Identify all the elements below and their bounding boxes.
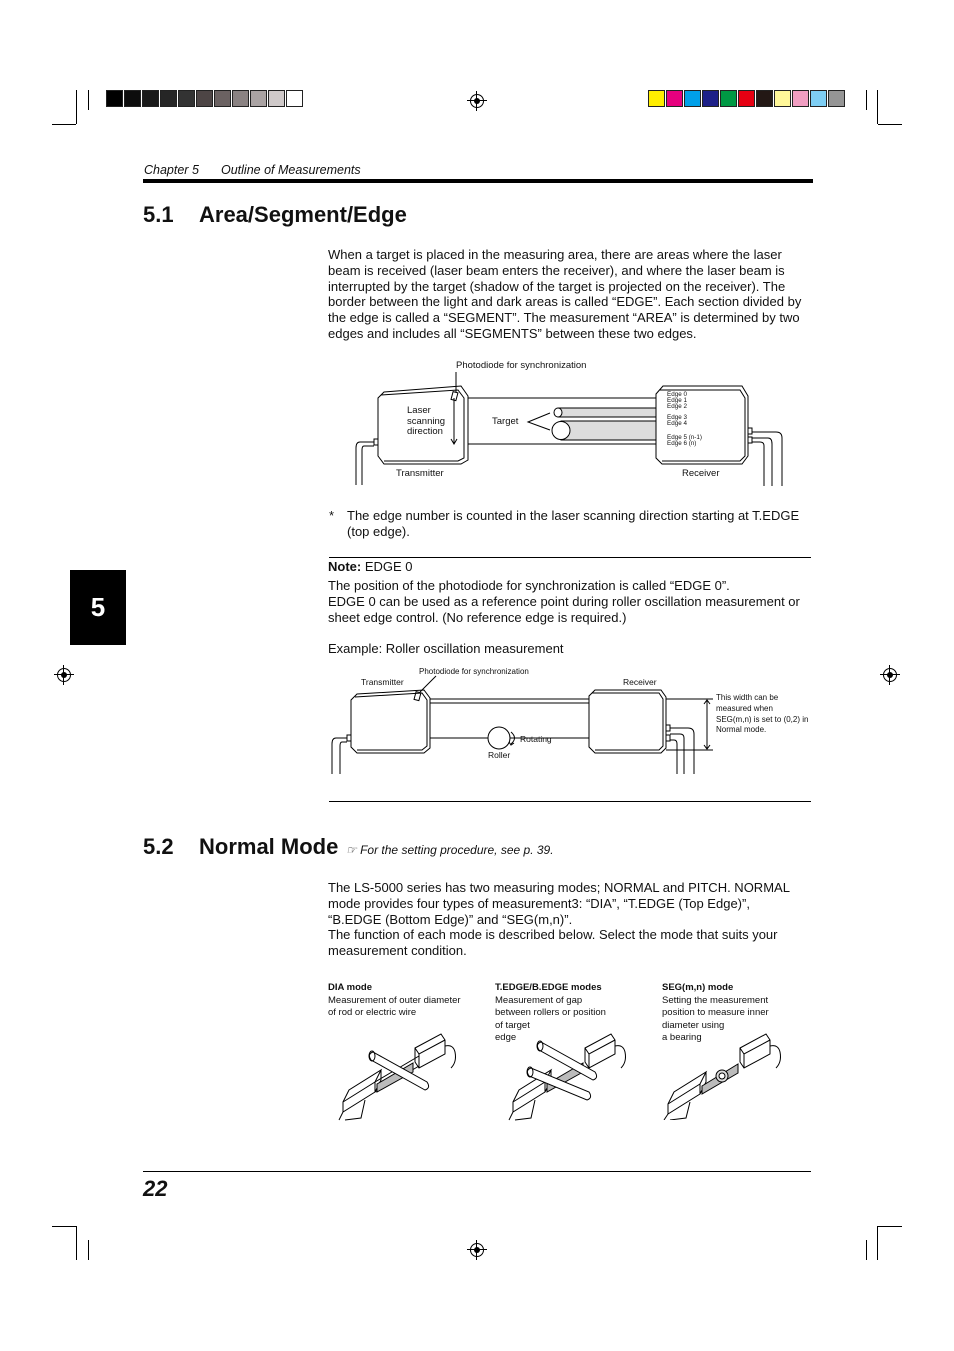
section-title: Normal Mode [199, 834, 339, 859]
section-number: 5.2 [143, 834, 174, 859]
mode-title: T.EDGE/B.EDGE modes [495, 982, 602, 993]
edge-label: Edge 5 (n-1) [667, 434, 703, 441]
edge-diagram [340, 360, 800, 495]
note-heading [328, 559, 413, 574]
transmitter-label: Transmitter [361, 677, 404, 687]
color-swatch [684, 90, 701, 107]
gray-swatch [142, 90, 159, 107]
page-number: 22 [143, 1176, 168, 1201]
footnote-mark: * [329, 508, 335, 523]
laser-label: Laser scanning direction [407, 405, 446, 437]
gray-swatch [250, 90, 267, 107]
color-swatch [810, 90, 827, 107]
header-rule [143, 179, 813, 183]
footer-rule [143, 1171, 811, 1172]
receiver-label: Receiver [623, 677, 657, 687]
edge-label: Edge 3 [667, 414, 687, 421]
gray-swatch [286, 90, 303, 107]
footnote-text: The edge number is counted in the laser scanning direction starting at T.EDGE (top edge). [347, 508, 800, 539]
section2-body: The LS-5000 series has two measuring modes; NORMAL and PITCH. NORMAL mode provides four types of measurement3: “DIA”, “T.EDGE (Top Edge)”, “B.EDGE (Bottom Edge)” and “SEG(m,n)”. The function of each mode is described below. Select the mode that suits your measurement condition. [328, 880, 790, 959]
page-reference-text: For the setting procedure, see p. 39. [360, 843, 554, 857]
page-reference [346, 843, 554, 857]
registration-mark-icon [883, 668, 897, 682]
note-bottom-rule [329, 801, 811, 802]
section-title: Area/Segment/Edge [199, 202, 407, 227]
note-title: EDGE 0 [361, 559, 413, 574]
mode-column-dia [328, 982, 488, 1020]
mode-description: Measurement of outer diameter of rod or electric wire [328, 994, 461, 1018]
gray-swatch [268, 90, 285, 107]
color-swatch [756, 90, 773, 107]
section1-body: When a target is placed in the measuring area, there are areas where the laser beam is received (laser beam enters the receiver), and where the laser beam is interrupted by the target (shadow of the target is projected on the receiver). The border between the light and dark areas is called “EDGE”. Each section divided by the edge is called a “SEGMENT”. The measurement “AREA” is determined by two edges and includes all “SEGMENTS” between these two edges. [328, 247, 802, 341]
gray-swatch [178, 90, 195, 107]
photodiode-label: Photodiode for synchronization [456, 360, 587, 371]
edge-mode-illustration [505, 1030, 635, 1122]
chapter-title: Outline of Measurements [221, 163, 361, 177]
note-top-rule [329, 557, 811, 558]
photodiode-label: Photodiode for synchronization [419, 667, 529, 676]
registration-mark-icon [57, 668, 71, 682]
arrow-ref-icon: ☞ [346, 843, 361, 857]
rotating-label: Rotating [520, 734, 552, 744]
roller-diagram [328, 664, 824, 779]
registration-mark-icon [470, 1243, 484, 1257]
gray-swatch [106, 90, 123, 107]
seg-mode-illustration [660, 1028, 790, 1120]
color-swatch [648, 90, 665, 107]
chapter-tab: 5 [70, 570, 126, 645]
section-number: 5.1 [143, 202, 174, 227]
example-caption: Example: Roller oscillation measurement [328, 641, 564, 656]
mode-description: Measurement of gap between rollers or position of target edge [495, 994, 606, 1043]
roller-label: Roller [488, 750, 511, 760]
gray-swatch [232, 90, 249, 107]
gray-swatch [160, 90, 177, 107]
edge-label: Edge 0 [667, 391, 687, 398]
transmitter-label: Transmitter [396, 468, 444, 479]
mode-title: SEG(m,n) mode [662, 982, 734, 993]
gray-swatch [214, 90, 231, 107]
color-swatch [702, 90, 719, 107]
dia-mode-illustration [335, 1030, 465, 1122]
color-swatch [774, 90, 791, 107]
color-swatch [792, 90, 809, 107]
note-body: The position of the photodiode for synchronization is called “EDGE 0”. EDGE 0 can be used as a reference point during roller oscillation measurement or sheet edge control. (No reference edge is required.) [328, 578, 800, 625]
edge-label: Edge 4 [667, 420, 687, 427]
receiver-label: Receiver [682, 468, 720, 479]
edge-label: Edge 6 (n) [667, 440, 697, 447]
edge-label: Edge 2 [667, 403, 687, 410]
color-swatch [666, 90, 683, 107]
color-swatch [738, 90, 755, 107]
color-swatch [720, 90, 737, 107]
edge-label: Edge 1 [667, 397, 687, 404]
color-swatch [828, 90, 845, 107]
chapter-label: Chapter 5 [144, 163, 199, 177]
gray-swatch [124, 90, 141, 107]
registration-mark-icon [470, 94, 484, 108]
mode-description: Setting the measurement position to measure inner diameter using a bearing [662, 994, 769, 1043]
mode-title: DIA mode [328, 982, 372, 993]
target-label: Target [492, 416, 519, 427]
gray-swatch [196, 90, 213, 107]
note-label: Note: [328, 559, 362, 574]
width-note: This width can be measured when SEG(m,n) is set to (0,2) in Normal mode. [716, 693, 809, 735]
